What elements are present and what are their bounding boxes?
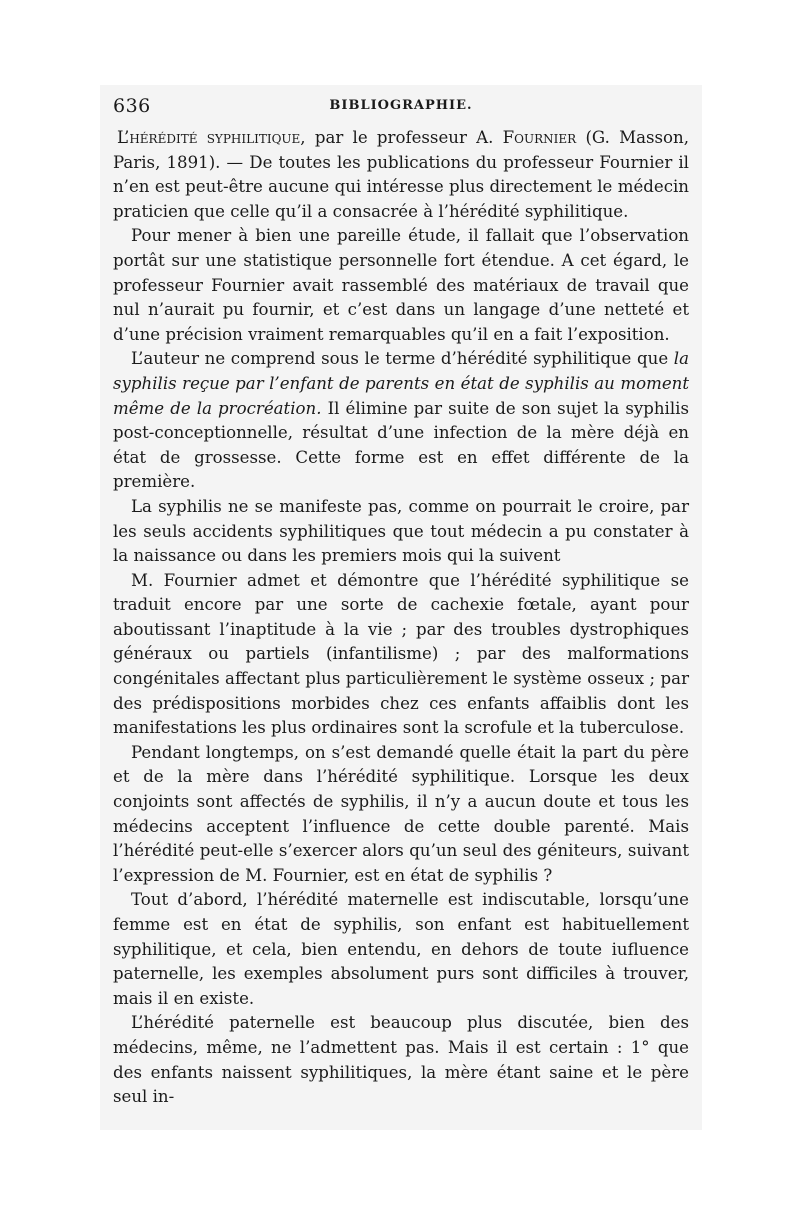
page-number: 636 [113,95,151,117]
paragraph-4: La syphilis ne se manifeste pas, comme on pourrait le croire, par les seuls accidents syphilitiques que tout médecin a pu constater à la naissance ou dans les premiers mois qui la suivent [113,496,689,566]
author-name: Fournier [502,128,577,147]
paragraph-7: Tout d’abord, l’hérédité maternelle est indiscutable, lorsqu’une femme est en état de syphilis, son enfant est habituellement syphilitique, et cela, bien entendu, en dehors de toute iufluence paternelle, les exemples absolument purs sont difficiles à trouver, mais il en existe. [113,890,689,1008]
book-title: L’hérédité syphilitique [117,128,301,147]
paragraph-2: Pour mener à bien une pareille étude, il fallait que l’observation portât sur une statistique personnelle fort étendue. A cet égard, le professeur Fournier avait rassemblé des matériaux de travail que nul n’aurait pu fournir, et c’est dans un langage d’une netteté et d’une précision vraiment remarquables qu’il en a fait l’exposition. [113,226,689,344]
page-header [113,95,689,123]
paragraph-1-text-a: , par le professeur A. [300,128,503,147]
paragraph-3-text-b: Il élimine par suite de son sujet la syphilis post-conceptionnelle, résultat d’une infection de la mère déjà en état de grossesse. Cette forme est en effet différente de la première. [113,398,689,492]
paragraph-3-text-a: L’auteur ne comprend sous le terme d’hérédité syphilitique que [131,349,674,369]
paragraph-1-text-b: (G. Masson, Paris, 1891). — De toutes les publications du professeur Fournier il n’en est peut-être aucune qui intéresse plus directement le médecin praticien que celle qu’il a consacrée à l’hérédité syphilitique. [113,128,689,221]
body-text [113,126,689,1110]
running-title: BIBLIOGRAPHIE. [329,98,473,113]
paragraph-3 [113,347,689,495]
definition-italic: la syphilis reçue par l’enfant de parents en état de syphilis au moment même de la procréation. [113,349,689,418]
paragraph-5: M. Fournier admet et démontre que l’hérédité syphilitique se traduit encore par une sorte de cachexie fœtale, ayant pour aboutissant l’inaptitude à la vie ; par des troubles dystrophiques généraux ou partiels (infantilisme) ; par des malformations congénitales affectant plus particulièrement le système osseux ; par des prédispositions morbides chez ces enfants affaiblis dont les manifestations les plus ordinaires sont la scrofule et la tuberculose. [113,570,689,738]
paragraph-6: Pendant longtemps, on s’est demandé quelle était la part du père et de la mère dans l’hérédité syphilitique. Lorsque les deux conjoints sont affectés de syphilis, il n’y a aucun doute et tous les médecins acceptent l’influence de cette double parenté. Mais l’hérédité peut-elle s’exercer alors qu’un seul des géniteurs, suivant l’expression de M. Fournier, est en état de syphilis ? [113,742,689,885]
paragraph-8: L’hérédité paternelle est beaucoup plus discutée, bien des médecins, même, ne l’admettent pas. Mais il est certain : 1° que des enfants naissent syphilitiques, la mère étant saine et le père seul in- [113,1013,689,1107]
paragraph-1 [113,126,689,224]
